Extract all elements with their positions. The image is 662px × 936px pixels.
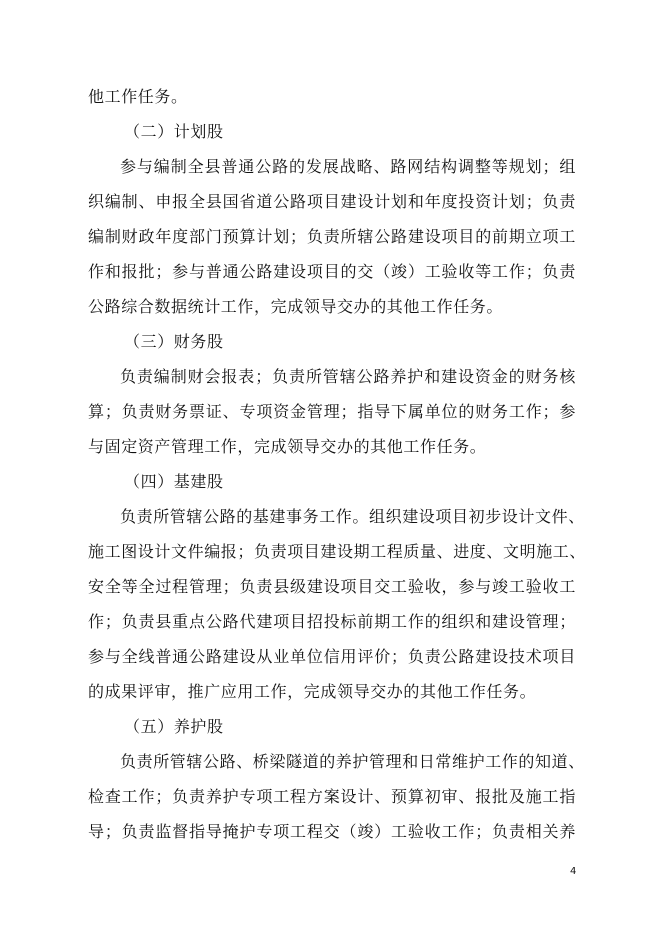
paragraph-line-continuation: 他工作任务。 [88, 87, 188, 106]
paragraph-line: 的成果评审，推广应用工作，完成领导交办的其他工作任务。 [88, 682, 537, 701]
paragraph-line: 安全等全过程管理；负责县级建设项目交工验收，参与竣工验收工 [88, 577, 576, 596]
paragraph-line: 负责所管辖公路、桥梁隧道的养护管理和日常维护工作的知道、 [120, 752, 585, 771]
document-body [88, 79, 587, 849]
paragraph-line: 算；负责财务票证、专项资金管理；指导下属单位的财务工作；参 [88, 402, 576, 421]
paragraph-line: 作；负责县重点公路代建项目招投标前期工作的组织和建设管理； [88, 612, 576, 631]
paragraph-line: 与固定资产管理工作，完成领导交办的其他工作任务。 [88, 437, 487, 456]
paragraph-line: 编制财政年度部门预算计划；负责所辖公路建设项目的前期立项工 [88, 227, 576, 246]
section-heading-maintenance: （五）养护股 [124, 717, 224, 736]
paragraph-line: 织编制、申报全县国省道公路项目建设计划和年度投资计划；负责 [88, 192, 576, 211]
section-heading-planning: （二）计划股 [124, 122, 224, 141]
paragraph-line: 施工图设计文件编报；负责项目建设期工程质量、进度、文明施工、 [88, 542, 587, 561]
page-number: 4 [570, 866, 577, 877]
paragraph-line: 参与全线普通公路建设从业单位信用评价；负责公路建设技术项目 [88, 647, 576, 666]
paragraph-line: 检查工作；负责养护专项工程方案设计、预算初审、报批及施工指 [88, 787, 576, 806]
section-heading-finance: （三）财务股 [124, 332, 224, 351]
paragraph-line: 负责编制财会报表；负责所管辖公路养护和建设资金的财务核 [120, 367, 576, 386]
paragraph-line: 参与编制全县普通公路的发展战略、路网结构调整等规划；组 [120, 157, 576, 176]
section-heading-infrastructure: （四）基建股 [124, 472, 224, 491]
paragraph-line: 导；负责监督指导掩护专项工程交（竣）工验收工作；负责相关养 [88, 822, 576, 841]
paragraph-line: 作和报批；参与普通公路建设项目的交（竣）工验收等工作；负责 [88, 262, 576, 281]
paragraph-line: 负责所管辖公路的基建事务工作。组织建设项目初步设计文件、 [120, 507, 585, 526]
paragraph-line: 公路综合数据统计工作，完成领导交办的其他工作任务。 [88, 297, 504, 316]
